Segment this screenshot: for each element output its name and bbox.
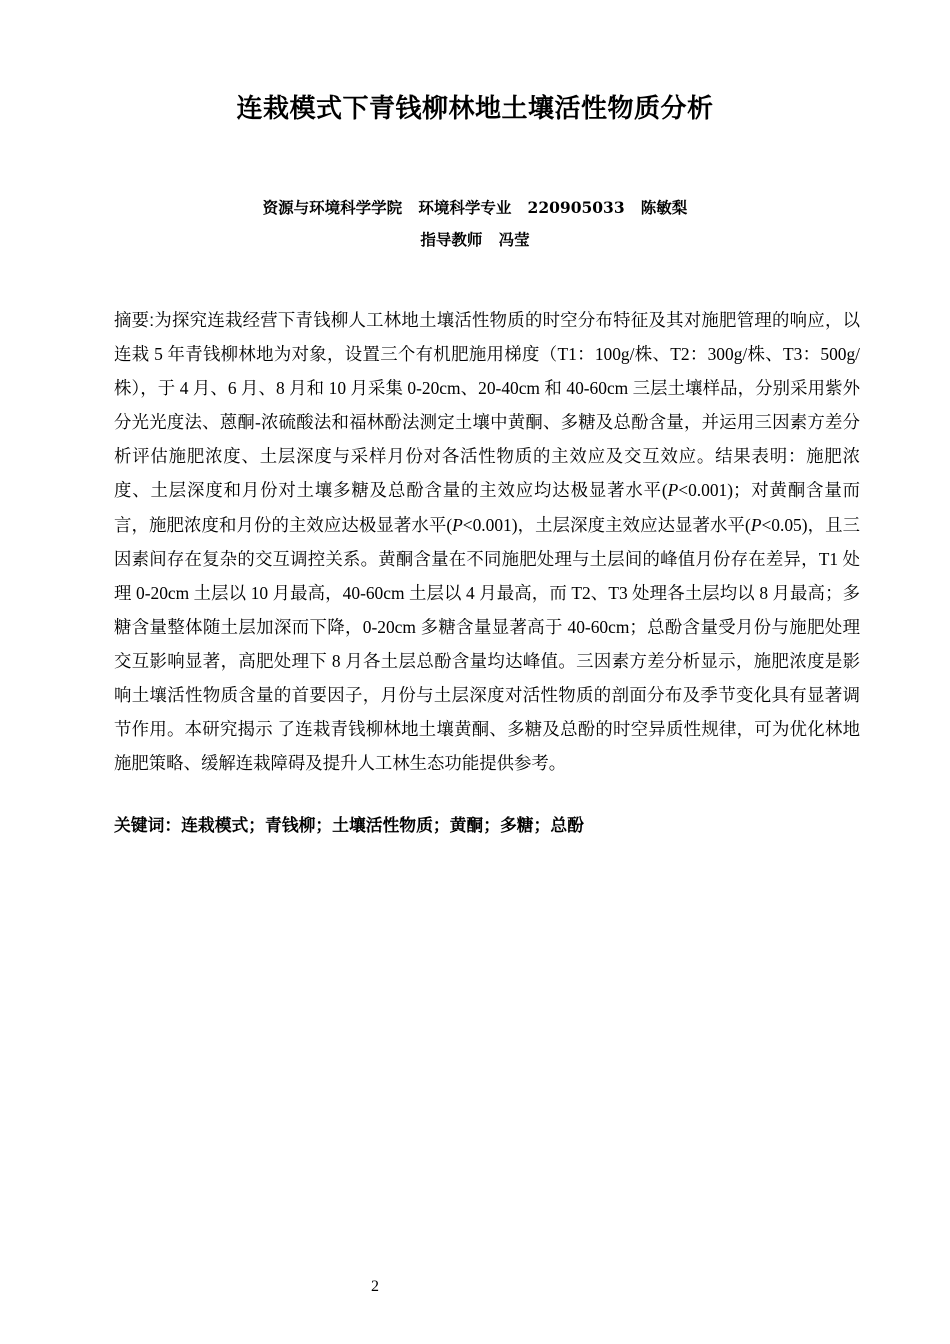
abstract-text-3: <0.001)，土层深度主效应达显著水平( xyxy=(462,514,751,535)
advisor-info: 指导教师 冯莹 xyxy=(420,230,530,249)
abstract-text-4: <0.05)，且三因素间存在复杂的交互调控关系。黄酮含量在不同施肥处理与土层间的峰值月份存在差异，T1 处理 0-20cm 土层以 10 月最高，40-60cm 土层以 4 月最高，而 T2、T3 处理各土层均以 8 月最高；多糖含量整体随土层加深而下降，0-20cm 多糖含量显著高于 40-60cm；总酚含量受月份与施肥处理交互影响显著，高肥处理下 8 月各土层总酚含量均达峰值。三因素方差分析显示，施肥浓度是影响土壤活性物质含量的首要因子，月份与土层深度对活性物质的剖面分布及季节变化具有显著调节作用。本研究揭示 了连栽青钱柳林地土壤黄酮、多糖及总酚的时空异质性规律，可为优化林地施肥策略、缓解连栽障碍及提升人工林生态功能提供参考。 xyxy=(114,514,860,774)
abstract-label: 摘要: xyxy=(114,310,155,330)
author-info: 资源与环境科学学院 环境科学专业 220905033 陈敏梨 xyxy=(262,198,688,217)
p-value-symbol: P xyxy=(452,514,463,535)
page-number: 2 xyxy=(371,1278,379,1295)
abstract-text-2: <0.001)；对黄酮含量而言，施肥浓度和月份的主效应达极显著水平( xyxy=(114,480,860,535)
abstract-text-1: 为探究连栽经营下青钱柳人工林地土壤活性物质的时空分布特征及其对施肥管理的响应，以连栽 5 年青钱柳林地为对象，设置三个有机肥施用梯度（T1：100g/株、T2：300g/株、T3：500g/株），于 4 月、6 月、8 月和 10 月采集 0-20cm、20-40cm 和 40-60cm 三层土壤样品，分别采用紫外分光光度法、蒽酮-浓硫酸法和福林酚法测定土壤中黄酮、多糖及总酚含量，并运用三因素方差分析评估施肥浓度、土层深度与采样月份对各活性物质的主效应及交互效应。结果表明：施肥浓度、土层深度和月份对土壤多糖及总酚含量的主效应均达极显著水平( xyxy=(114,310,860,501)
abstract-paragraph xyxy=(114,303,860,780)
p-value-symbol: P xyxy=(750,514,762,535)
paper-title: 连栽模式下青钱柳林地土壤活性物质分析 xyxy=(236,93,714,123)
keywords-line: 关键词：连栽模式；青钱柳；土壤活性物质；黄酮；多糖；总酚 xyxy=(114,816,584,835)
p-value-symbol: P xyxy=(667,480,679,501)
